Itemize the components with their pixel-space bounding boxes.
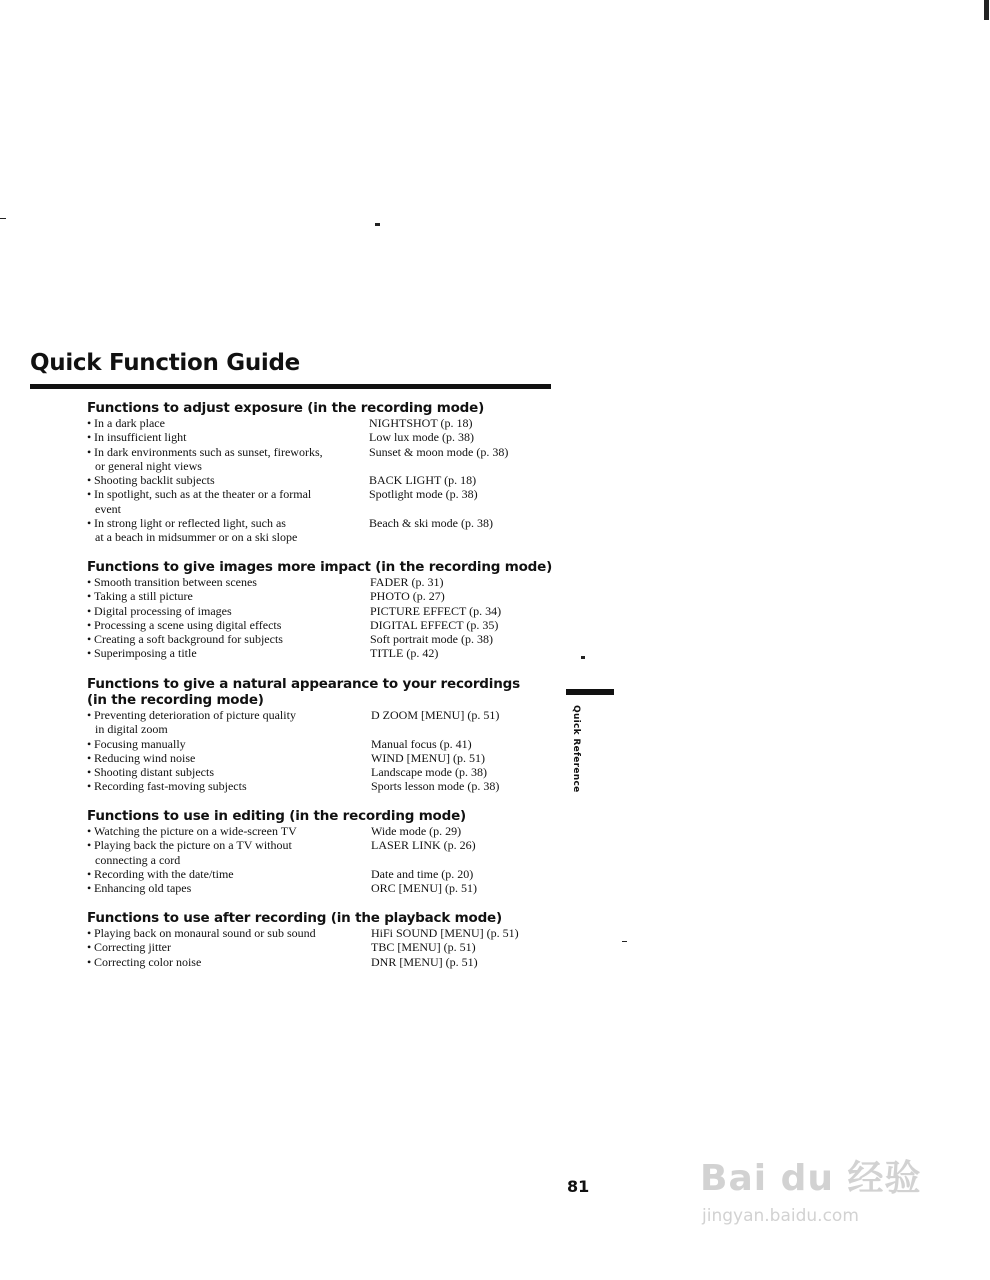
page-reference: Date and time (p. 20) xyxy=(371,866,474,881)
list-item: • Recording fast-moving subjects Sports lesson mode (p. 38) xyxy=(87,779,500,794)
page-reference: Beach & ski mode (p. 38) xyxy=(369,516,493,531)
list-item: • Recording with the date/time Date and time (p. 20) xyxy=(87,866,474,881)
watermark-url: jingyan.baidu.com xyxy=(702,1206,859,1226)
item-text: Playing back on monaural sound or sub sound xyxy=(94,926,316,940)
list-item: • Processing a scene using digital effects DIGITAL EFFECT (p. 35) xyxy=(87,617,499,632)
page-reference: HiFi SOUND [MENU] (p. 51) xyxy=(371,926,519,940)
item-text: Recording with the date/time xyxy=(94,866,234,881)
item-text: Enhancing old tapes xyxy=(94,881,192,896)
item-text: Superimposing a title xyxy=(94,646,197,661)
page-title: Quick Function Guide xyxy=(30,350,300,376)
list-item: • Shooting distant subjects Landscape mode (p. 38) xyxy=(87,765,487,780)
item-text: Digital processing of images xyxy=(94,603,232,618)
list-item: • Preventing deterioration of picture quality in digital zoom D ZOOM [MENU] (p. 51) xyxy=(87,708,500,737)
item-text: In insufficient light xyxy=(94,430,187,445)
item-text: Taking a still picture xyxy=(94,589,193,604)
item-text: In spotlight, such as at the theater or a formal xyxy=(94,487,312,502)
item-text-continued: or general night views xyxy=(95,458,202,473)
page-reference: ORC [MENU] (p. 51) xyxy=(371,881,477,896)
list-item: • Playing back the picture on a TV without connecting a cord LASER LINK (p. 26) xyxy=(87,838,476,867)
item-text: In a dark place xyxy=(94,416,165,430)
item-text: Focusing manually xyxy=(94,736,186,751)
list-item: • In a dark place NIGHTSHOT (p. 18) xyxy=(87,416,473,430)
page-reference: Sunset & moon mode (p. 38) xyxy=(369,444,509,459)
page-reference: Sports lesson mode (p. 38) xyxy=(371,779,500,794)
list-item: • Playing back on monaural sound or sub sound HiFi SOUND [MENU] (p. 51) xyxy=(87,926,519,940)
page-reference: LASER LINK (p. 26) xyxy=(371,838,476,853)
item-text: Shooting backlit subjects xyxy=(94,473,215,488)
list-item: • Creating a soft background for subjects Soft portrait mode (p. 38) xyxy=(87,632,493,647)
item-text: In strong light or reflected light, such as xyxy=(94,516,286,531)
item-text-continued: event xyxy=(95,501,121,516)
page-reference: DNR [MENU] (p. 51) xyxy=(371,954,478,969)
scan-speck xyxy=(375,223,380,226)
side-tab-marker xyxy=(566,689,614,695)
page-reference: FADER (p. 31) xyxy=(370,575,444,589)
section-heading: Functions to use in editing (in the recording mode) xyxy=(87,808,467,824)
item-text-continued: connecting a cord xyxy=(95,852,181,867)
item-text: In dark environments such as sunset, fireworks, xyxy=(94,444,323,459)
list-item: • Digital processing of images PICTURE EFFECT (p. 34) xyxy=(87,603,502,618)
section-heading: Functions to adjust exposure (in the recording mode) xyxy=(87,400,485,416)
scan-speck xyxy=(622,941,627,942)
page-reference: Wide mode (p. 29) xyxy=(371,824,462,838)
page-reference: PICTURE EFFECT (p. 34) xyxy=(370,603,502,618)
item-text: Processing a scene using digital effects xyxy=(94,617,282,632)
page-reference: PHOTO (p. 27) xyxy=(370,589,445,604)
item-text: Recording fast-moving subjects xyxy=(94,779,247,794)
section-editing xyxy=(0,808,600,895)
section-exposure xyxy=(0,400,600,545)
list-item: • Reducing wind noise WIND [MENU] (p. 51) xyxy=(87,750,485,765)
list-item: • In spotlight, such as at the theater or a formal event Spotlight mode (p. 38) xyxy=(87,487,478,516)
list-item: • Smooth transition between scenes FADER (p. 31) xyxy=(87,575,444,589)
page-reference: Soft portrait mode (p. 38) xyxy=(370,632,493,647)
page-reference: WIND [MENU] (p. 51) xyxy=(371,750,485,765)
item-text-continued: in digital zoom xyxy=(95,722,168,737)
watermark-logo-text: Bai du 经验 xyxy=(700,1158,922,1199)
page-reference: Spotlight mode (p. 38) xyxy=(369,487,478,502)
item-text: Creating a soft background for subjects xyxy=(94,632,283,647)
section-heading: Functions to give images more impact (in the recording mode) xyxy=(87,559,553,575)
list-item: • Focusing manually Manual focus (p. 41) xyxy=(87,736,472,751)
scan-speck xyxy=(984,0,989,20)
section-impact xyxy=(0,559,600,661)
page-reference: Landscape mode (p. 38) xyxy=(371,765,487,780)
section-heading: Functions to use after recording (in the playback mode) xyxy=(87,910,502,926)
page-reference: NIGHTSHOT (p. 18) xyxy=(369,416,473,430)
list-item: • In insufficient light Low lux mode (p. 38) xyxy=(87,430,474,445)
item-text: Correcting jitter xyxy=(94,940,171,955)
page-reference: TBC [MENU] (p. 51) xyxy=(371,940,476,955)
page-reference: TITLE (p. 42) xyxy=(370,646,439,661)
page-number: 81 xyxy=(567,1177,590,1196)
list-item: • Correcting color noise DNR [MENU] (p. 51) xyxy=(87,954,478,969)
page-reference: BACK LIGHT (p. 18) xyxy=(369,473,477,488)
list-item: • Superimposing a title TITLE (p. 42) xyxy=(87,646,439,661)
scan-speck xyxy=(0,218,6,219)
watermark xyxy=(700,1150,940,1230)
item-text: Reducing wind noise xyxy=(94,750,196,765)
section-heading: Functions to give a natural appearance to your recordings xyxy=(87,676,520,692)
item-text: Correcting color noise xyxy=(94,954,202,969)
side-tab-label: Quick Reference xyxy=(571,705,581,793)
list-item: • Watching the picture on a wide-screen TV Wide mode (p. 29) xyxy=(87,824,462,838)
item-text: Preventing deterioration of picture quality xyxy=(94,708,296,722)
list-item: • Taking a still picture PHOTO (p. 27) xyxy=(87,589,445,604)
section-natural xyxy=(0,676,600,794)
page-reference: Manual focus (p. 41) xyxy=(371,736,472,751)
section-heading-line2: (in the recording mode) xyxy=(87,692,264,708)
list-item: • In dark environments such as sunset, fireworks, or general night views Sunset & moon mode (p. 38) xyxy=(87,444,509,473)
list-item: • Correcting jitter TBC [MENU] (p. 51) xyxy=(87,940,476,955)
item-text: Smooth transition between scenes xyxy=(94,575,257,589)
list-item: • In strong light or reflected light, such as at a beach in midsummer or on a ski slope Beach & ski mode (p. 38) xyxy=(87,516,493,545)
section-playback xyxy=(0,910,600,969)
item-text: Shooting distant subjects xyxy=(94,765,214,780)
page-reference: DIGITAL EFFECT (p. 35) xyxy=(370,617,499,632)
list-item: • Enhancing old tapes ORC [MENU] (p. 51) xyxy=(87,881,477,896)
page-reference: D ZOOM [MENU] (p. 51) xyxy=(371,708,500,722)
list-item: • Shooting backlit subjects BACK LIGHT (p. 18) xyxy=(87,473,477,488)
title-rule xyxy=(30,384,551,389)
item-text: Playing back the picture on a TV without xyxy=(94,838,292,853)
scan-speck xyxy=(581,656,585,659)
page-reference: Low lux mode (p. 38) xyxy=(369,430,474,445)
item-text-continued: at a beach in midsummer or on a ski slope xyxy=(95,530,298,545)
item-text: Watching the picture on a wide-screen TV xyxy=(94,824,297,838)
